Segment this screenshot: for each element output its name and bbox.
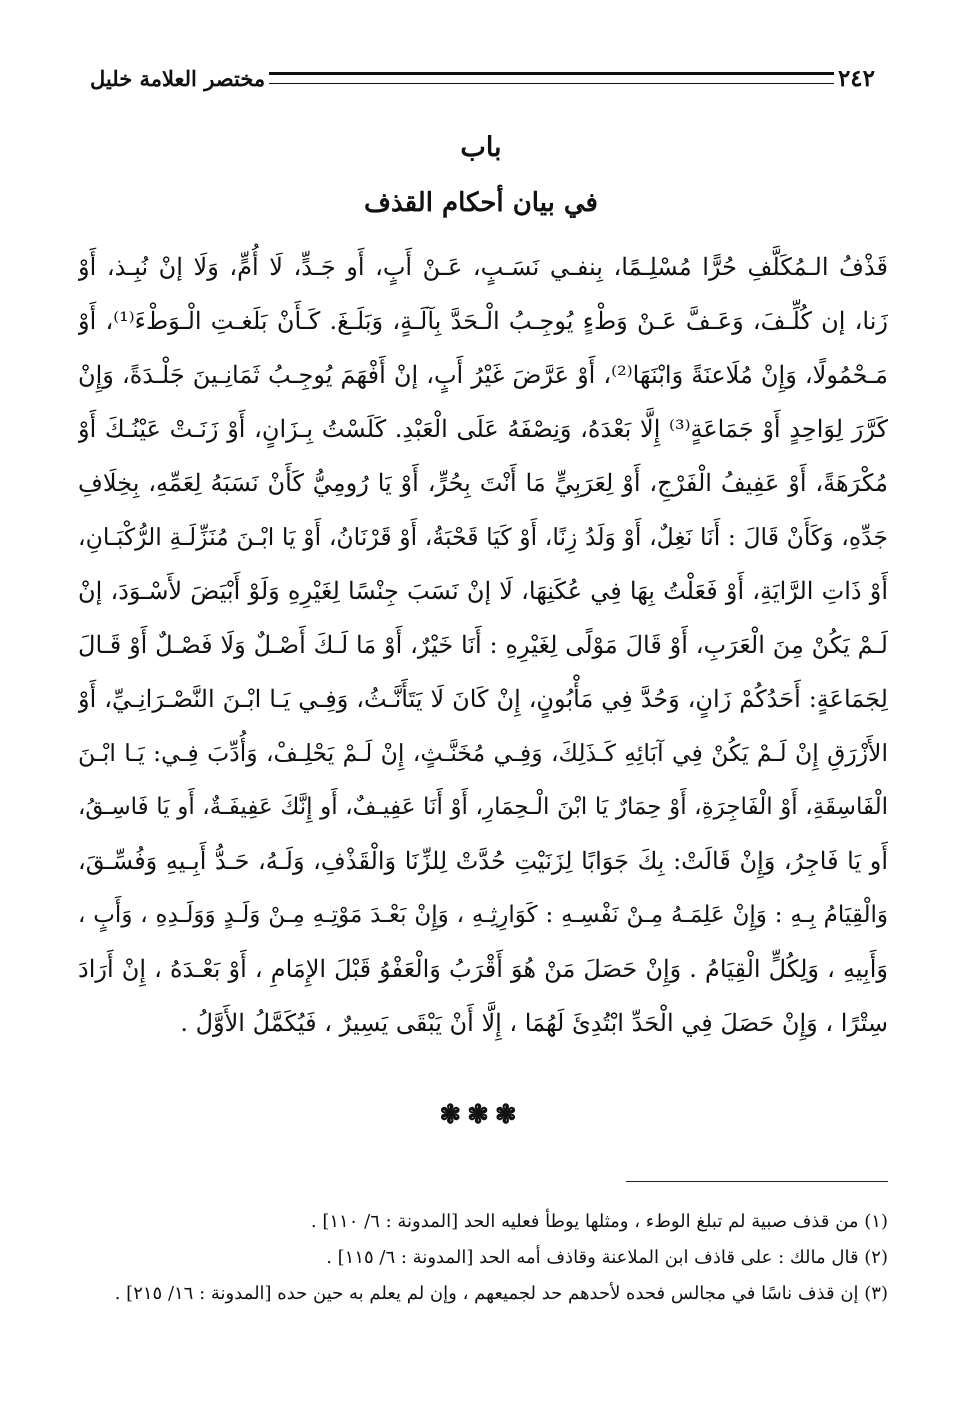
book-title: مختصر العلامة خليل: [90, 65, 266, 91]
body-line: الأَزْرَقِ إِنْ لَـمْ يَكُنْ فِي آبَائِهِ كَـذَلِكَ، وَفِـي مُخَنَّـثٍ، إِنْ لَـمْ يَحْلِـفْ، وَأُدِّبَ فِـي: يَـا ابْـنَ: [78, 739, 888, 767]
footnote: (١) من قذف صبية لم تبلغ الوطء ، ومثلها يوطأ فعليه الحد [المدونة : ٦/ ١١٠] .: [310, 1211, 888, 1232]
body-line: وَأَبِيهِ ، وَلِكُلٍّ الْقِيَامُ . وَإِنْ حَصَلَ مَنْ هُوَ أَقْرَبُ وَالْعَفْوُ قَبْلَ الإِمَامِ ، أَوْ بَعْـدَهُ ، إِنْ أَرَادَ: [78, 955, 888, 983]
body-line: الْفَاسِقَةِ، أَوْ الْفَاجِرَةِ، أَوْ حِمَارٌ يَا ابْنَ الْـحِمَارِ، أَوْ أَنَا عَفِيـفٌ، أَو إِنَّكَ عَفِيفَـةٌ، أَو يَا فَاسِـقُ،: [78, 794, 888, 820]
section-separator-stars: ❃❃❃: [439, 1100, 523, 1130]
body-line: قَذْفُ الـمُكَلَّفِ حُرًّا مُسْلِـمًا، بِنفـي نَسَـبٍ، عَـنْ أَبٍ، أَو جَـدٍّ، لَا أُمٍّ، وَلَا إنْ نُبِـذ، أَوْ: [78, 253, 888, 281]
body-line: زَنا، إن كُلِّـفَ، وَعَـفَّ عَـنْ وَطْءٍ يُوجِـبُ الْـحَدَّ بِآلَـةٍ، وَبَلَـغَ. كَـأَنْ بَلَغـتِ الْـوَطْءَ⁽¹⁾، أَوْ: [78, 307, 888, 335]
chapter-title: باب: [460, 132, 502, 163]
body-line: لِجَمَاعَةٍ: أَحَدُكُمْ زَانٍ، وَحُدَّ فِي مَأْبُونٍ، إِنْ كَانَ لَا يَتَأَنَّـثُ، وَفِـي يَـا ابْـنَ النَّصْـرَانِـيِّ، أَوْ: [78, 685, 888, 713]
footnotes: [78, 1204, 888, 1312]
page-header: [80, 60, 885, 96]
body-line: سِتْرًا ، وَإِنْ حَصَلَ فِي الْحَدِّ ابْتُدِئَ لَهُمَا ، إِلَّا أَنْ يَبْقَى يَسِيرٌ ، فَيُكَمَّلُ الأَوَّلُ .: [180, 1009, 888, 1037]
body-line: مَـحْمُولًا، وَإِنْ مُلَاعنَةً وَابْنَهَا⁽²⁾، أَوْ عَرَّضَ غَيْرُ أَبٍ، إنْ أَفْهَمَ يُوجِـبُ ثَمَانِـينَ جَلْـدَةً، وَإِنْ: [78, 361, 888, 389]
body-line: جَدِّهِ، وَكَأَنْ قَالَ : أَنَا نَغِلٌ، أَوْ وَلَدُ زِنًا، أَوْ كَيَا قَحْبَةُ، أَوْ قَرْنَانُ، أَوْ يَا ابْـنَ مُنَزِّلَـةِ الرُّكْبَـانِ،: [78, 523, 888, 551]
header-rule: [269, 72, 834, 84]
footnote-rule: [626, 1181, 888, 1182]
chapter-subtitle: في بيان أحكام القذف: [364, 188, 598, 218]
page-number: ٢٤٢: [837, 64, 875, 92]
footnote: (٣) إن قذف ناسًا في مجالس فحده لأحدهم حد لجميعهم ، وإن لم يعلم به حين حده [المدونة : ١٦/ ٢١٥] .: [114, 1283, 888, 1304]
body-line: وَالْقِيَامُ بِـهِ : وَإِنْ عَلِمَـهُ مِـنْ نَفْسِـهِ : كَوَارِثِـهِ ، وَإِنْ بَعْـدَ مَوْتِـهِ مِـنْ وَلَـدٍ وَوَلَـدِهِ ، وَأَبٍ ،: [78, 902, 888, 928]
body-line: لَـمْ يَكُنْ مِنَ الْعَرَبِ، أَوْ قَالَ مَوْلًى لِغَيْرِهِ : أَنَا خَيْرٌ، أَوْ مَا لَـكَ أَصْـلٌ وَلَا فَصْـلٌ أَوْ قَـالَ: [78, 631, 888, 659]
body-line: أَوْ ذَاتِ الرَّايَةِ، أَوْ فَعَلْتُ بِهَا فِي عُكَنِهَا، لَا إنْ نَسَبَ جِنْسًا لِغَيْرِهِ وَلَوْ أَبْيَضَ لأَسْـوَدَ، إنْ: [78, 577, 888, 605]
body-line: مُكْرَهَةً، أَوْ عَفِيفُ الْفَرْجِ، أَوْ لِعَرَبِيٍّ مَا أَنْتَ بِحُرٍّ، أَوْ يَا رُومِيُّ كَأَنْ نَسَبَهُ لِعَمِّهِ، بِخِلَافِ: [78, 469, 888, 497]
footnote: (٢) قال مالك : على قاذف ابن الملاعنة وقاذف أمه الحد [المدونة : ٦/ ١١٥] .: [326, 1247, 888, 1268]
body-line: كَرَّرَ لِوَاحِدٍ أَوْ جَمَاعَةٍ⁽³⁾ إِلَّا بَعْدَهُ، وَنِصْفَهُ عَلَى الْعَبْدِ. كَلَسْتُ بِـزَانٍ، أَوْ زَنَـتْ عَيْنُـكَ أَوْ: [78, 415, 888, 443]
body-line: أَو يَا فَاجِرُ، وَإِنْ قَالَتْ: بِكَ جَوَابًا لِزَنَيْتِ حُدَّتْ لِلزِّنَا وَالْقَذْفِ، وَلَـهُ، حَـدُّ أَبِـيهِ وَفُسِّـقَ،: [78, 847, 888, 875]
body-text: [78, 240, 888, 1050]
